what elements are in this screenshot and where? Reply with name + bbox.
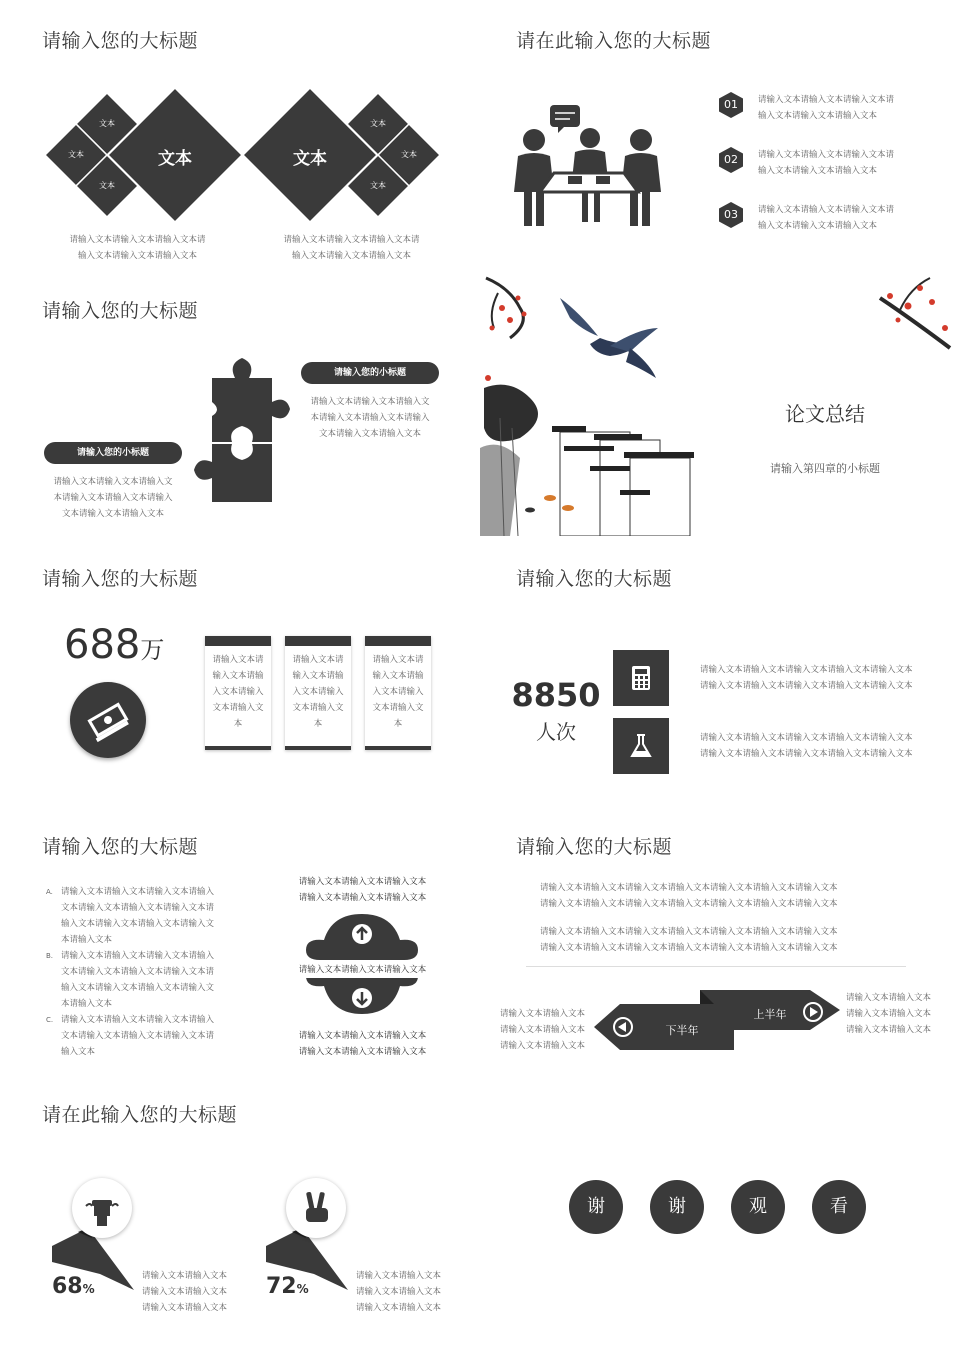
- flask-icon: [613, 718, 669, 774]
- number-badge: [718, 202, 744, 228]
- big-number: 8850: [511, 676, 601, 714]
- list-item: [46, 1012, 214, 1060]
- big-diamond-label-right: 文本: [293, 149, 327, 169]
- slide-title: 请输入您的大标题: [42, 568, 199, 590]
- slide-title: 请输入您的大标题: [42, 300, 199, 322]
- text-line: 输入文本请输入文本请输入文本: [291, 251, 411, 261]
- stat-text: [142, 1268, 227, 1316]
- number-unit: 人次: [536, 720, 576, 744]
- text-line: 请输入文本请输入文本请输入文本请输入文本请输入文本请输入文本请输入文本: [540, 927, 838, 937]
- text-line: 请输入文本请输入文本: [356, 1303, 442, 1313]
- stat-unit: %: [296, 1282, 309, 1296]
- text-line: 文本请输入文本请输入文本请输入文本请: [61, 967, 215, 977]
- meeting-people-icon: [514, 100, 674, 240]
- subtitle-pill-left: 请输入您的小标题: [44, 442, 182, 464]
- text-line: 请输入文本请输入文本请输入文本请输入: [61, 951, 215, 961]
- text-line: 文本请输入文本请输入文本请输入文本请: [61, 903, 215, 913]
- slide-title: 请在此输入您的大标题: [516, 30, 712, 52]
- small-diamond-label: 文本: [370, 181, 386, 190]
- text-block-right: [846, 990, 931, 1038]
- small-diamond-label: 文本: [99, 119, 115, 128]
- text-line: 请输入文本请输入文本: [846, 1025, 932, 1035]
- text-line: 请输入文本请输入文本: [500, 1009, 586, 1019]
- section-subtitle: 请输入第四章的小标题: [770, 462, 880, 475]
- paragraph: [540, 880, 838, 912]
- text-line: 本: [393, 719, 403, 729]
- text-line: 请输入文本请输入文本: [142, 1271, 228, 1281]
- first-half-label: 上半年: [753, 1008, 787, 1021]
- text-line: 请输入文本请输入文本请输入文本请输入文本请输入文本: [700, 733, 913, 743]
- text-line: 请输入文本请输入文本: [356, 1271, 442, 1281]
- victory-badge: [286, 1178, 346, 1238]
- text-line: 文本请输入文: [372, 703, 424, 713]
- text-line: 请输入文本请输入文本: [142, 1303, 228, 1313]
- description-right: [264, 232, 439, 264]
- small-diamond-label: 文本: [68, 150, 84, 159]
- text-line: 入文本请输入: [212, 687, 264, 697]
- thanks-char-circle: 谢: [650, 1180, 704, 1234]
- text-line: 请输入文本请输入文本请输入文本请输入文本请输入文本请输入文本请输入文本: [540, 899, 838, 909]
- paragraph: [540, 924, 838, 956]
- slide-title: 请输入您的大标题: [516, 568, 673, 590]
- stat-number: 72: [266, 1274, 297, 1299]
- text-line: 文本请输入文: [292, 703, 344, 713]
- text-line: 请输入文本请输入文本请输入文: [53, 477, 173, 487]
- description-left: [50, 232, 225, 264]
- big-number: [64, 622, 164, 668]
- text-line: 请输入文本请输入文本: [500, 1041, 586, 1051]
- text-line: 输入文本请输: [292, 671, 344, 681]
- flask-tile: [613, 718, 669, 774]
- slide-title: 请在此输入您的大标题: [42, 1104, 238, 1126]
- text-line: 文本请输入文: [212, 703, 264, 713]
- text-line: 请输入文本请输入文本请输入文本请: [283, 235, 420, 245]
- puzzle-icon: [190, 352, 290, 512]
- calculator-tile: [613, 650, 669, 706]
- divider: [526, 966, 906, 967]
- small-diamond-label: 文本: [370, 119, 386, 128]
- text-line: 文本请输入文本请输入文本: [61, 509, 164, 519]
- text-line: 入文本请输入: [372, 687, 424, 697]
- text-block-left: [500, 1006, 585, 1054]
- badge-number: 02: [724, 153, 738, 166]
- text-block-left: [43, 474, 183, 522]
- victory-hand-icon: [286, 1178, 346, 1238]
- section-title: 论文总结: [785, 402, 865, 426]
- thanks-char-circle: 观: [731, 1180, 785, 1234]
- text-line: 本请输入文本: [61, 935, 113, 945]
- text-line: 输入文本请输入文本请输入文本: [758, 166, 878, 176]
- slide-3: [0, 268, 480, 536]
- text-line: 输入文本请输入文本请输入文本请输入文: [61, 919, 215, 929]
- number-unit: 万: [140, 636, 165, 664]
- list-marker: C.: [46, 1016, 54, 1024]
- text-line: 本请输入文本请输入文本请输入: [310, 413, 430, 423]
- list-item: [46, 948, 214, 1012]
- slide-8: [480, 804, 960, 1072]
- slide-2: [480, 0, 960, 268]
- slide-1: [0, 0, 480, 268]
- small-diamond-label: 文本: [99, 181, 115, 190]
- text-line: 请输入文本请输入文本: [846, 1009, 932, 1019]
- number-badge: [718, 92, 744, 118]
- text-line: 请输入文本请输入文本: [356, 1287, 442, 1297]
- text-line: 输入文本请输: [372, 671, 424, 681]
- thanks-char-circle: 谢: [569, 1180, 623, 1234]
- fist-icon: [72, 1178, 132, 1238]
- text-line: 请输入文本请输入文本请输入文本请: [758, 95, 895, 105]
- slide-6: [480, 536, 960, 804]
- text-line: 请输入文本请输入文本请输入文本请: [758, 150, 895, 160]
- text-line: 请输入文本请输入文本请输入文本请输入: [61, 1015, 215, 1025]
- money-badge: [70, 682, 146, 758]
- diamond-graphic: [0, 0, 480, 268]
- stat-text: [356, 1268, 441, 1316]
- slide-title: 请输入您的大标题: [42, 836, 199, 858]
- text-line: 请输入文本请输入文本请输入文本请输入: [61, 887, 215, 897]
- text-line: 请输入文本请输入文本请输入文本请输入文本请输入文本请输入文本请输入文本: [540, 943, 838, 953]
- text-block: [700, 662, 913, 694]
- text-card: [205, 636, 271, 750]
- text-line: 请输入文本请: [212, 655, 264, 665]
- text-line: 请输入文本请输入文本: [142, 1287, 228, 1297]
- text-line: 请输入文本请输入文本请输入文本: [298, 1047, 427, 1057]
- list-marker: A.: [46, 888, 53, 896]
- text-line: 请输入文本请输入文本请输入文本请: [758, 205, 895, 215]
- slide-title: 请输入您的大标题: [42, 30, 199, 52]
- percent-value: [52, 1274, 95, 1299]
- text-card: [365, 636, 431, 750]
- bottom-text: [290, 1028, 435, 1060]
- slide-9: [0, 1072, 480, 1352]
- text-line: 请输入文本请输入文本: [846, 993, 932, 1003]
- percent-value: [266, 1274, 309, 1299]
- slide-4: [480, 268, 960, 536]
- text-line: 请输入文本请: [292, 655, 344, 665]
- text-line: 输入文本请输: [212, 671, 264, 681]
- list-item: [46, 884, 214, 948]
- text-line: 本: [233, 719, 243, 729]
- stat-unit: %: [82, 1282, 95, 1296]
- text-line: 文本请输入文本请输入文本请输入文本请: [61, 1031, 215, 1041]
- text-line: 请输入文本请输入文本请输入文本请输入文本请输入文本请输入文本请输入文本: [540, 883, 838, 893]
- text-line: 请输入文本请: [372, 655, 424, 665]
- text-line: 请输入文本请输入文本请输入文本请输入文本请输入文本: [700, 749, 913, 759]
- big-diamond-label-left: 文本: [158, 149, 192, 169]
- text-line: 本: [313, 719, 323, 729]
- text-block: [700, 730, 913, 762]
- text-line: 入文本请输入: [292, 687, 344, 697]
- top-text: [290, 874, 435, 906]
- slide-10: [480, 1072, 960, 1352]
- money-icon: [70, 682, 146, 758]
- fist-badge: [72, 1178, 132, 1238]
- text-line: 请输入文本请输入文本请输入文本请输入文本请输入文本: [700, 665, 913, 675]
- text-line: 输入文本请输入文本请输入文本: [758, 221, 878, 231]
- text-line: 输入文本请输入文本请输入文本: [77, 251, 197, 261]
- number-badge: [718, 147, 744, 173]
- list-item-text: [758, 92, 894, 124]
- calculator-icon: [613, 650, 669, 706]
- text-card: [285, 636, 351, 750]
- text-line: 文本请输入文本请输入文本: [318, 429, 421, 439]
- text-line: 请输入文本请输入文本请输入文本请: [69, 235, 206, 245]
- timeline-arrows-graphic: [590, 986, 840, 1056]
- small-diamond-label: 文本: [401, 150, 417, 159]
- slide-5: [0, 536, 480, 804]
- text-line: 输入文本请输入文本请输入文本请输入文: [61, 983, 215, 993]
- text-line: 本请输入文本请输入文本请输入: [53, 493, 173, 503]
- list-marker: B.: [46, 952, 54, 960]
- text-line: 请输入文本请输入文本请输入文本: [298, 1031, 427, 1041]
- text-line: 请输入文本请输入文本: [500, 1025, 586, 1035]
- second-half-label: 下半年: [665, 1024, 699, 1037]
- lettered-list: [46, 884, 214, 1060]
- subtitle-pill-right: 请输入您的小标题: [301, 362, 439, 384]
- text-block-right: [300, 394, 440, 442]
- text-line: 请输入文本请输入文本请输入文本: [298, 877, 427, 887]
- slide-7: [0, 804, 480, 1072]
- number-value: 688: [64, 622, 141, 668]
- text-line: 本请输入文本: [61, 999, 113, 1009]
- slide-title: 请输入您的大标题: [516, 836, 673, 858]
- stat-number: 68: [52, 1274, 83, 1299]
- middle-text: 请输入文本请输入文本请输入文本: [290, 962, 435, 978]
- badge-number: 01: [724, 98, 738, 111]
- text-line: 请输入文本请输入文本请输入文本请输入文本请输入文本: [700, 681, 913, 691]
- list-item-text: [758, 147, 894, 179]
- badge-number: 03: [724, 208, 738, 221]
- list-item-text: [758, 202, 894, 234]
- text-line: 输入文本请输入文本请输入文本: [758, 111, 878, 121]
- text-line: 输入文本: [61, 1047, 96, 1057]
- text-line: 请输入文本请输入文本请输入文本: [298, 893, 427, 903]
- text-line: 请输入文本请输入文本请输入文: [310, 397, 430, 407]
- thanks-char-circle: 看: [812, 1180, 866, 1234]
